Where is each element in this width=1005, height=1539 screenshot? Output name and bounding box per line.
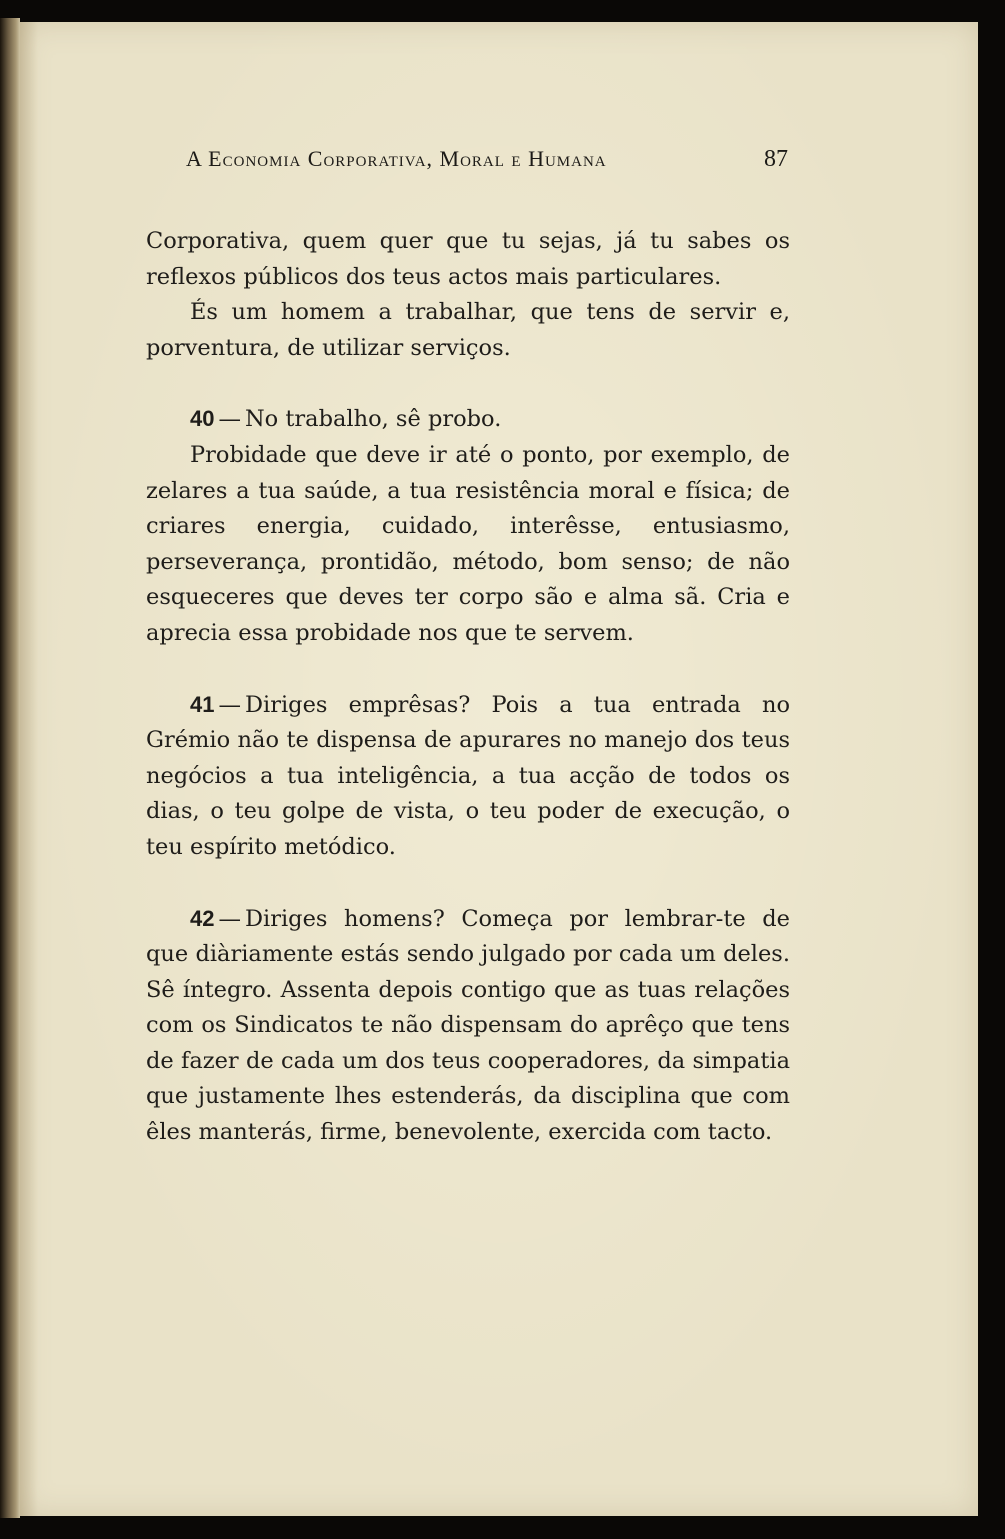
page-number: 87 xyxy=(764,146,788,172)
paragraph: És um homem a trabalhar, que tens de servir e, porventura, de utilizar serviços. xyxy=(146,299,790,361)
section-41 xyxy=(146,687,790,866)
em-dash: — xyxy=(218,905,241,932)
em-dash: — xyxy=(218,691,241,718)
section-number: 40 xyxy=(190,406,215,432)
section-heading-text: No trabalho, sê probo. xyxy=(244,406,502,433)
body-text xyxy=(146,224,790,1151)
section-number: 41 xyxy=(190,691,215,717)
book-spine-edge xyxy=(0,18,20,1518)
section-40-text: Probidade que deve ir até o ponto, por exemplo, de zelares a tua saúde, a tua resistência moral e física; de criares energia, cuidado, interêsse, entusiasmo, perseverança, prontidão, método, bom senso; de não esqueceres que deves ter corpo são e alma sã. Cria e aprecia essa probidade nos que te servem. xyxy=(146,441,790,646)
section-40-heading xyxy=(146,401,790,438)
running-header xyxy=(186,146,788,186)
section-text: Diriges homens? Começa por lembrar-te de que diàriamente estás sendo julgado por cada um deles. Sê íntegro. Assenta depois contigo que as tuas relações com os Sindicatos te não dispensam do aprêço que tens de fazer de cada um dos teus cooperadores, da simpatia que justamente lhes estenderás, da disciplina que com êles manterás, firme, benevolente, exercida com tacto. xyxy=(146,905,790,1146)
paragraph-continuation: Corporativa, quem quer que tu sejas, já tu sabes os reflexos públicos dos teus actos mais particulares. xyxy=(146,228,790,290)
section-42 xyxy=(146,901,790,1151)
section-text: Diriges emprêsas? Pois a tua entrada no Grémio não te dispensa de apurares no manejo dos teus negócios a tua inteligência, a tua acção de todos os dias, o teu golpe de vista, o teu poder de execução, o teu espírito metódico. xyxy=(146,691,790,860)
running-title: A Economia Corporativa, Moral e Humana xyxy=(186,146,607,171)
section-number: 42 xyxy=(190,905,215,931)
em-dash: — xyxy=(218,406,241,433)
